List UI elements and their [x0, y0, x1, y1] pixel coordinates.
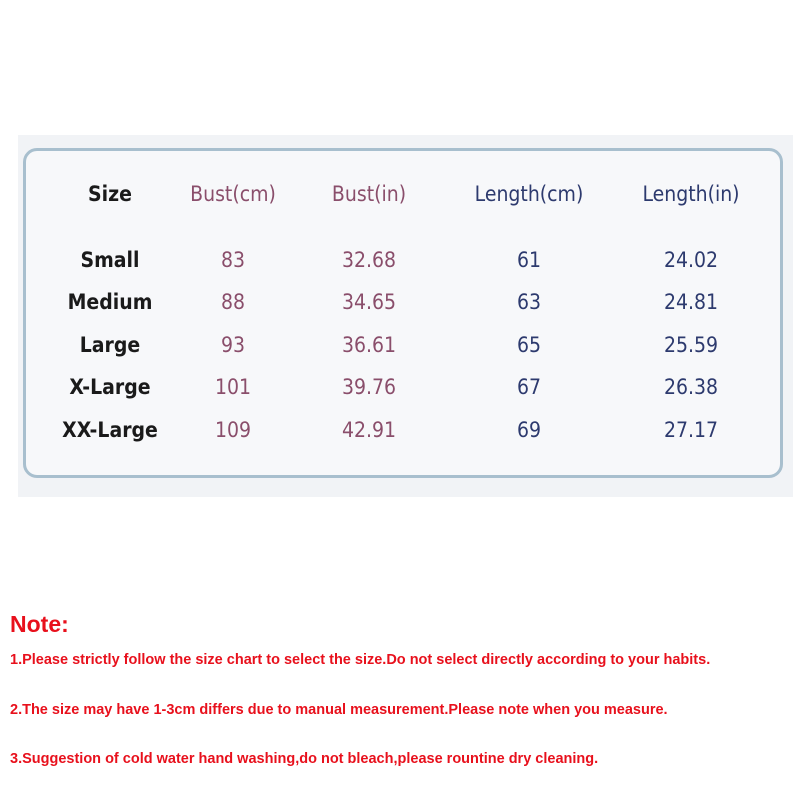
row-bust-in: 39.76	[341, 375, 397, 399]
row-bust-cm: 83	[220, 248, 246, 272]
row-size-label: Large	[79, 333, 141, 357]
note-title: Note:	[10, 611, 69, 637]
header-size: Size	[88, 182, 132, 206]
row-bust-cm: 109	[214, 418, 252, 442]
row-length-cm: 65	[516, 333, 542, 357]
row-bust-in: 34.65	[341, 290, 397, 314]
row-length-in: 26.38	[663, 375, 719, 399]
note-line: 1.Please strictly follow the size chart to select the size.Do not select directly according to your habits.	[10, 652, 711, 668]
header-length-cm: Length(cm)	[474, 182, 584, 206]
row-length-cm: 69	[516, 418, 542, 442]
row-bust-cm: 101	[214, 375, 252, 399]
row-length-cm: 63	[516, 290, 542, 314]
row-bust-in: 42.91	[341, 418, 397, 442]
note-line: 2.The size may have 1-3cm differs due to manual measurement.Please note when you measure.	[10, 702, 668, 718]
row-bust-in: 36.61	[341, 333, 397, 357]
header-bust-cm: Bust(cm)	[190, 182, 276, 206]
row-length-in: 24.81	[663, 290, 719, 314]
row-size-label: XX-Large	[62, 418, 158, 442]
row-length-in: 24.02	[663, 248, 719, 272]
row-length-in: 27.17	[663, 418, 719, 442]
header-bust-in: Bust(in)	[331, 182, 407, 206]
header-length-in: Length(in)	[642, 182, 740, 206]
row-bust-cm: 93	[220, 333, 246, 357]
row-size-label: X-Large	[69, 375, 151, 399]
row-bust-in: 32.68	[341, 248, 397, 272]
row-length-in: 25.59	[663, 333, 719, 357]
row-length-cm: 67	[516, 375, 542, 399]
row-size-label: Small	[80, 248, 140, 272]
note-line: 3.Suggestion of cold water hand washing,do not bleach,please rountine dry cleaning.	[10, 751, 599, 767]
row-bust-cm: 88	[220, 290, 246, 314]
row-length-cm: 61	[516, 248, 542, 272]
row-size-label: Medium	[67, 290, 153, 314]
